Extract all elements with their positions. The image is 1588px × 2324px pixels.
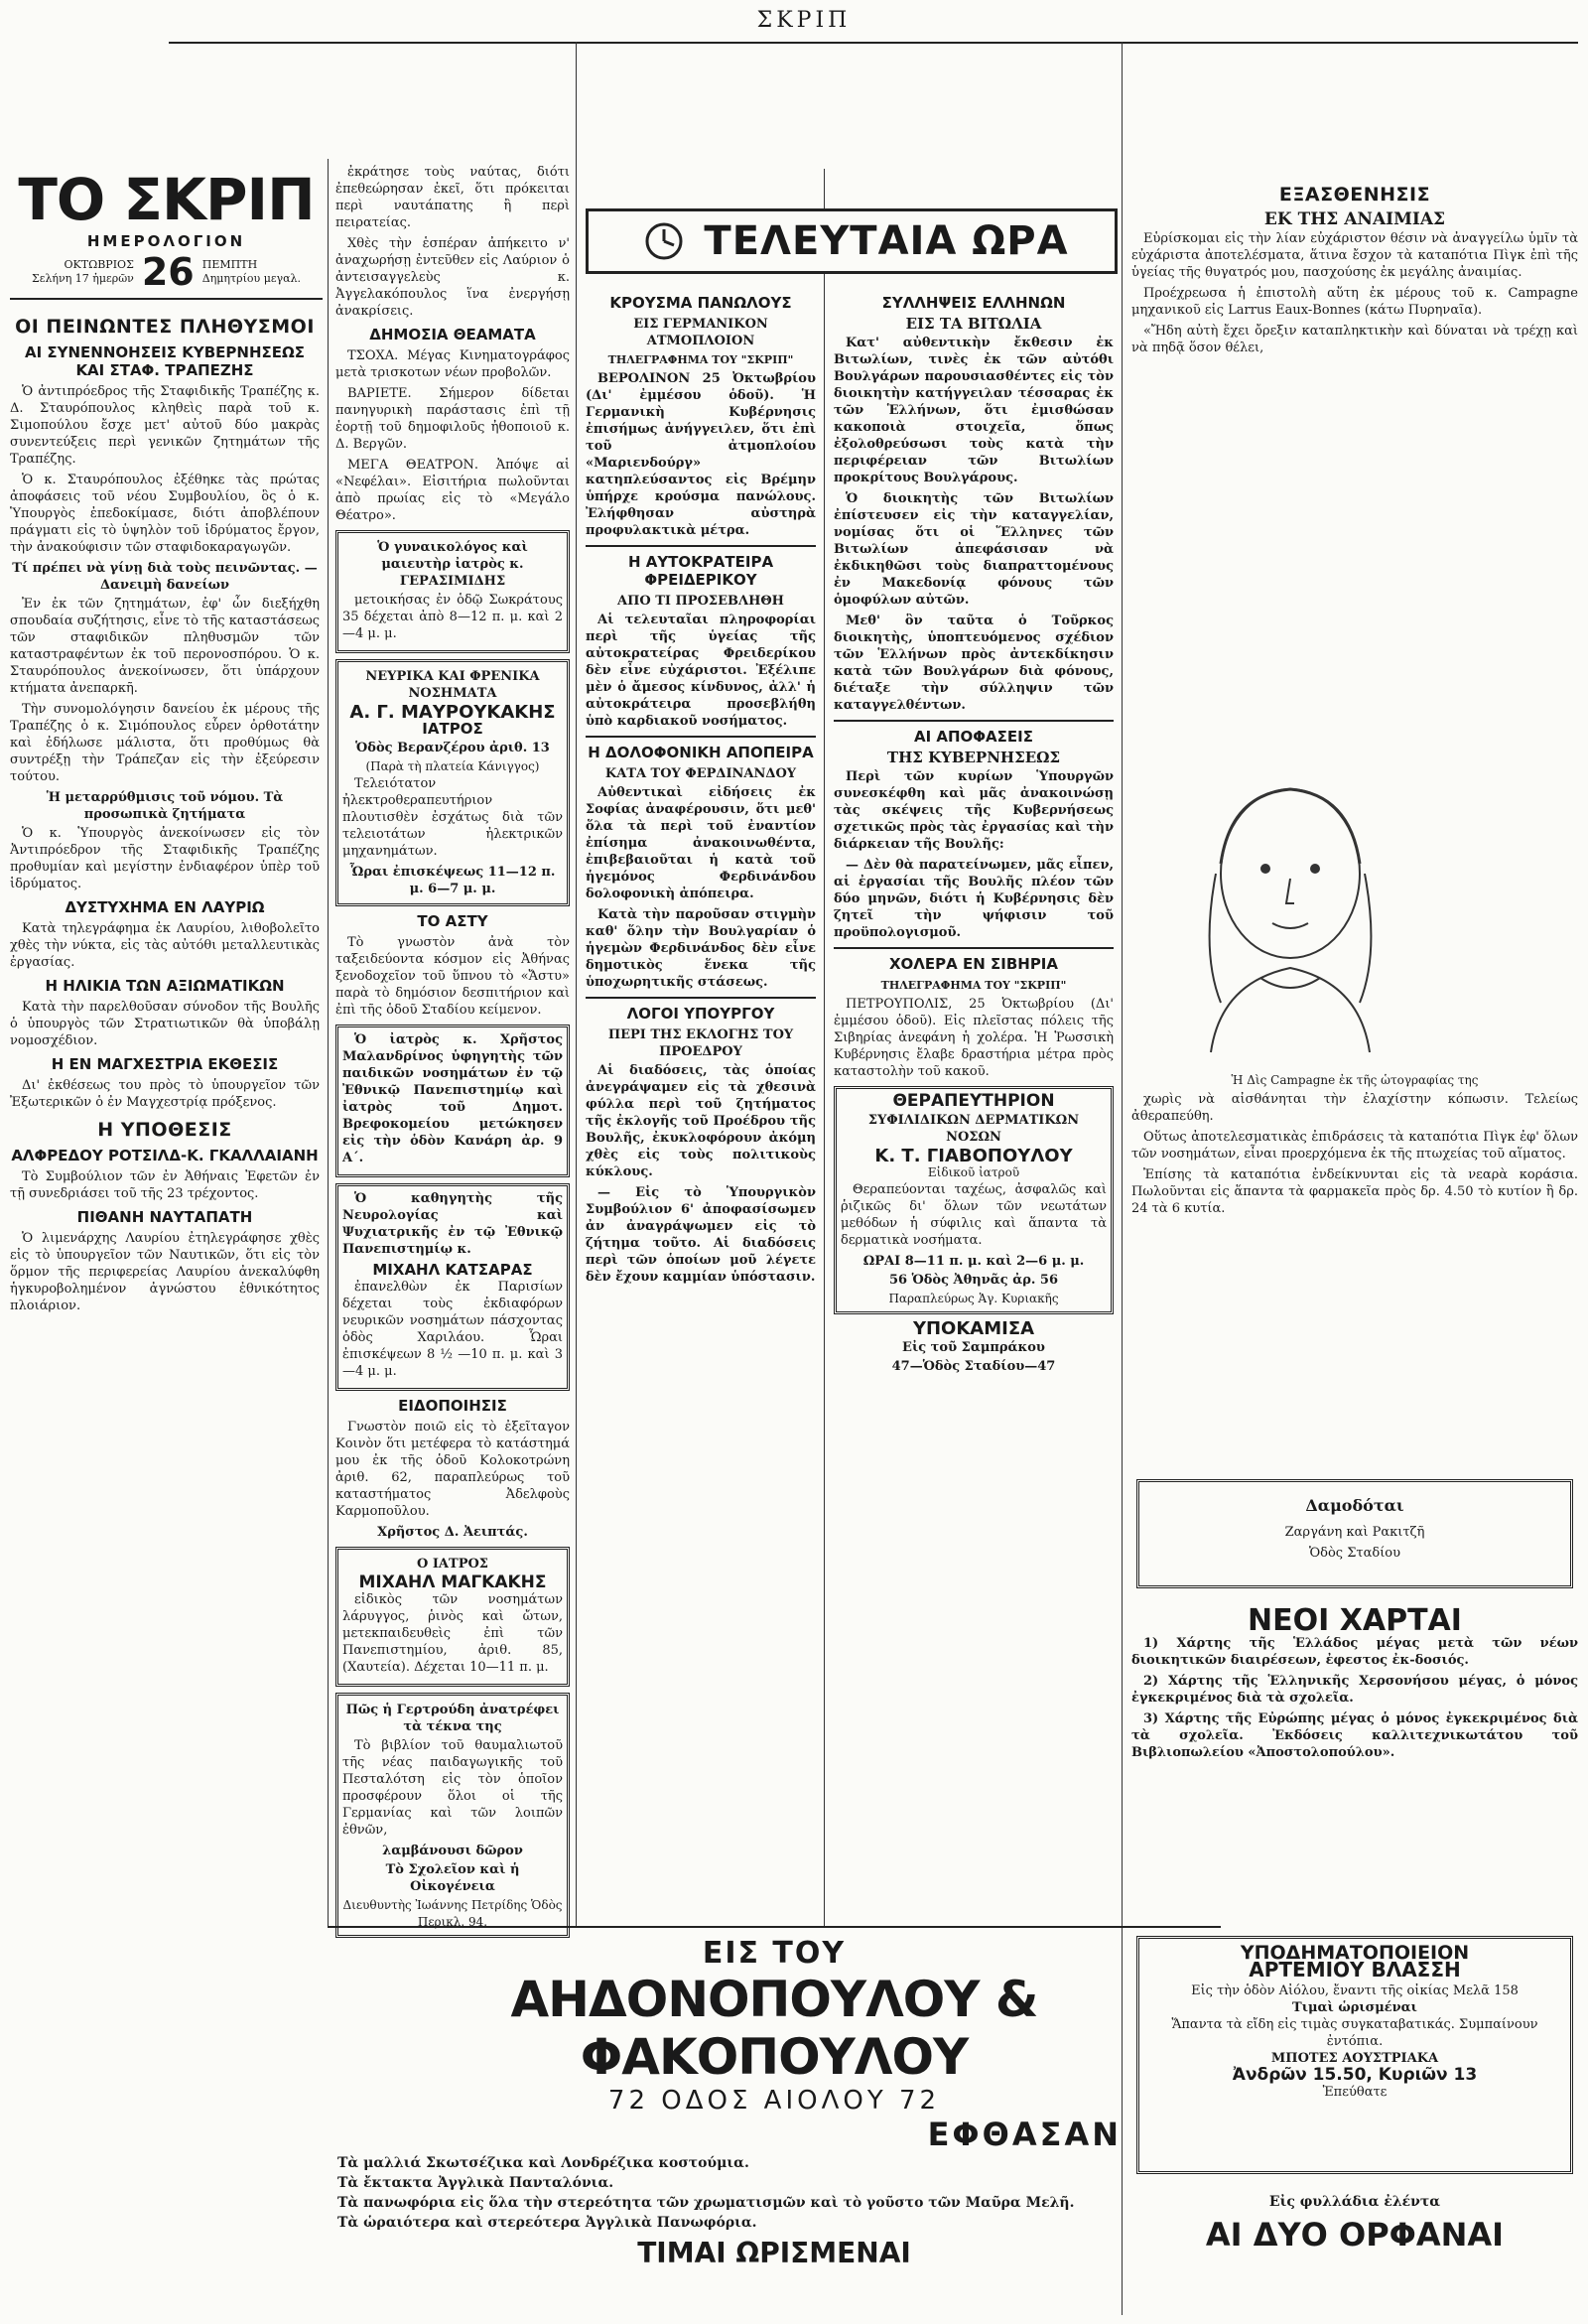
headline: ΑΙ ΣΥΝΕΝΝΟΗΣΕΙΣ ΚΥΒΕΡΝΗΣΕΩΣ ΚΑΙ ΣΤΑΦ. ΤΡΑΠΕΖΗΣ xyxy=(24,343,306,379)
headline: ΚΡΟΥΣΜΑ ΠΑΝΩΛΟΥΣ xyxy=(609,294,792,312)
ad-title: Ο ΙΑΤΡΟΣ xyxy=(417,1557,488,1572)
ad-box xyxy=(335,530,570,653)
ad-address: Ὁδὸς Σταδίου xyxy=(1308,1546,1401,1561)
section-rule xyxy=(586,997,816,999)
portrait-caption: Ἡ Δὶς Campagne ἐκ τῆς ὡτογραφίας της xyxy=(1231,1073,1479,1087)
headline: ΝΕΟΙ ΧΑΡΤΑΙ xyxy=(1248,1603,1462,1638)
subheading: ΤΗΣ ΚΥΒΕΡΝΗΣΕΩΣ xyxy=(886,749,1061,766)
ad-line: Τὰ πανωφόρια εἰς ὅλα τὴν στερεότητα τῶν χρωματισμῶν καὶ τὸ γοῦστο τῶν Μαῦρα Μελῆ. xyxy=(337,2195,1075,2211)
ad-line: Τὰ ἔκτακτα Ἀγγλικὰ Πανταλόνια. xyxy=(337,2175,614,2191)
subheading: ΚΑΤΑ ΤΟΥ ΦΕΡΔΙΝΑΝΔΟΥ xyxy=(604,766,797,781)
paragraph: ἐκράτησε τοὺς ναύτας, διότι ἐπεθεώρησαν ἐκεῖ, ὅτι πρόκειται περὶ ναυτάπατης ἢ περὶ πειρατείας. xyxy=(335,165,570,230)
last-hour-banner xyxy=(586,208,1118,274)
masthead-saint: Δημητρίου μεγαλ. xyxy=(201,272,302,285)
section-rule xyxy=(834,947,1114,949)
column-3 xyxy=(586,288,816,1921)
headline: Η ΑΥΤΟΚΡΑΤΕΙΡΑ ΦΡΕΙΔΕΡΙΚΟΥ xyxy=(627,553,774,589)
ad-box xyxy=(1136,1479,1573,1588)
paragraph: Κατὰ τηλεγράφημα ἐκ Λαυρίου, λιθοβολεῖτο χθὲς τὴν νύκτα, εἰς τὰς αὐτόθι μεταλλευτικὰς ἐργασίας. xyxy=(10,921,320,970)
subheading: ΠΕΡΙ ΤΗΣ ΕΚΛΟΓΗΣ ΤΟΥ ΠΡΟΕΔΡΟΥ xyxy=(607,1027,794,1059)
signature: Χρῆστος Δ. Ἀειπτάς. xyxy=(377,1525,528,1540)
ad-address: 56 Ὁδὸς Ἀθηνᾶς ἀρ. 56 xyxy=(888,1273,1058,1288)
ad-note: Ἅπαντα τὰ εἴδη εἰς τιμὰς συγκαταβατικάς. Συμπαίνουν ἐντόπια. xyxy=(1171,2017,1538,2049)
paragraph: ΤΣΟΧΑ. Μέγας Κινηματογράφος μετὰ τρισκοτων νέων προβολῶν. xyxy=(335,348,570,380)
headline: ΔΥΣΤΥΧΗΜΑ ΕΝ ΛΑΥΡΙΩ xyxy=(65,898,265,916)
subheading: ΕΚ ΤΗΣ ΑΝΑΙΜΙΑΣ xyxy=(1263,209,1446,229)
ad-title: Δαμοδόται xyxy=(1305,1496,1404,1515)
column-rule xyxy=(328,159,329,1926)
ad-subtitle: Ζαργάνη καὶ Ρακιτζῆ xyxy=(1284,1525,1425,1540)
paragraph: Μεθ' ὃν ταῦτα ὁ Τοῦρκος διοικητὴς, ὑποπτευόμενος σχέδιον τῶν Ἑλλήνων πρὸς ἀντεκδίκησιν κατὰ τῶν Βουλγάρων διὰ φόνους, διέταξε τὴν σύλληψιν τῶν καταγγελθέντων. xyxy=(834,614,1114,713)
paragraph: Ὁ κ. Σταυρόπουλος ἐξέθηκε τὰς πρώτας ἀποφάσεις τοῦ νέου Συμβουλίου, ὃς ὁ κ. Ὑπουργὸς ἐπεδοκίμασε, διότι ἀποβλέπουν πράγματι εἰς τὸ ὑψηλὸν τοῦ ἱδρύματος ἔργον, τὴν ἀνακούφισιν τῶν σταφιδοκαραγωγῶν. xyxy=(10,473,320,555)
ad-box xyxy=(335,659,570,906)
ad-box xyxy=(335,1025,570,1177)
masthead-subtitle: ΗΜΕΡΟΛΟΓΙΟΝ xyxy=(86,232,246,250)
ad-address: 72 ΟΔΟΣ ΑΙΟΛΟΥ 72 xyxy=(607,2086,941,2116)
paragraph: Ἐπίσης τὰ καταπότια ἐνδείκνυνται εἰς τὰ νεαρὰ κοράσια. Πωλοῦνται εἰς ἅπαντα τὰ φαρμακεῖα πρὸς δρ. 4.50 τὸ κυτίον ἢ δρ. 24 τὰ 6 κυτία. xyxy=(1131,1167,1578,1216)
headline: ΤΟ ΑΣΤΥ xyxy=(417,912,488,930)
ad-box xyxy=(834,1320,1114,1375)
headline: ΑΙ ΑΠΟΦΑΣΕΙΣ xyxy=(913,728,1033,746)
ad-arrived: ΕΦΘΑΣΑΝ xyxy=(927,2116,1122,2153)
column-rule xyxy=(824,169,825,1926)
paragraph: Τὴν συνομολόγησιν δανείου ἐκ μέρους τῆς Τραπέζης ὁ κ. Σιμόπουλος εὗρεν ὀρθοτάτην καὶ ἐδήλωσε μάλιστα, ὅτι προθύμως θὰ συντρέξῃ τὴν Τράπεζαν εἰς τὴν ἐξεύρεσιν τούτου. xyxy=(10,702,320,784)
ad-fixed-prices: ΤΙΜΑΙ ΩΡΙΣΜΕΝΑΙ xyxy=(637,2237,911,2269)
banner-title: ΤΕΛΕΥΤΑΙΑ ΩΡΑ xyxy=(704,218,1069,264)
ad-box xyxy=(335,1547,570,1687)
paragraph: χωρὶς νὰ αἰσθάνηται τὴν ἐλαχίστην κόπωσιν. Τελείως ἀθεραπεύθη. xyxy=(1131,1092,1578,1124)
ad-subtitle: Τιμαὶ ὡρισμέναι xyxy=(1292,2000,1417,2015)
paragraph: ΒΕΡΟΛΙΝΟΝ 25 Ὀκτωβρίου (Δι' ἐμμέσου ὁδοῦ). Ἡ Γερμανικὴ Κυβέρνησις ἐπισήμως ἀνήγγειλεν, ὅτι ἐπὶ τοῦ ἀτμοπλοίου «Μαριενδούργ» κατηπλεύσαντος εἰς Βρέμην ὑπήρχε κρούσμα πανώλους. Ἐλήφθησαν αὐστηρὰ προφυλακτικὰ μέτρα. xyxy=(586,371,816,538)
paragraph: 1) Χάρτης τῆς Ἑλλάδος μέγας μετὰ τῶν νέων διοικητικῶν διαιρέσεων, ἐφεστος ἐκ-δοσιός. xyxy=(1131,1636,1578,1668)
column-5-maps xyxy=(1131,1603,1578,1906)
paragraph: μετοικήσας ἐν ὁδῷ Σωκράτους 35 δέχεται ἀπὸ 8—12 π. μ. καὶ 2—4 μ. μ. xyxy=(342,593,563,641)
paragraph: Κατὰ τὴν παροῦσαν στιγμὴν καθ' ὅλην τὴν Βουλγαρίαν ὁ ἡγεμὼν Φερδινάνδος δὲν εἶνε δημοτικὸς ἕνεκα τῆς ὑποχωρητικῆς στάσεως. xyxy=(586,907,816,990)
paragraph: Ὁ λιμενάρχης Λαυρίου ἐτηλεγράφησε χθὲς εἰς τὸ ὑπουργεῖον τῶν Ναυτικῶν, ὅτι εἰς τὸν ὅρμον τῆς περιφερείας Λαυρίου ἀνεκαλύφθη ἡγκυροβολημένον ἀγνώστου ἐθνικότητος πλοιάριον. xyxy=(10,1231,320,1313)
ad-hours: Ὧραι ἐπισκέψεως 11—12 π. μ. 6—7 μ. μ. xyxy=(349,865,556,896)
paragraph: Τελειότατον ἠλεκτροθεραπευτήριον πλουτισθὲν ἐσχάτως διὰ τῶν τελειοτάτων ἠλεκτρικῶν μηχανημάτων. xyxy=(342,776,563,859)
paragraph: Οὕτως ἀποτελεσματικὰς ἐπιδράσεις τὰ καταπότια Πὶγκ ἐφ' ὅλων τῶν νοσημάτων, εἶναι προερχόμενα ἐκ τῆς πτωχείας τοῦ αἵματος. xyxy=(1131,1130,1578,1162)
ad-note: (Παρὰ τὴ πλατεία Κάνιγγος) xyxy=(365,759,540,773)
paragraph: ΜΕΓΑ ΘΕΑΤΡΟΝ. Ἀπόψε αἱ «Νεφέλαι». Εἰσιτήρια πωλοῦνται ἀπὸ πρωίας εἰς τὸ «Μεγάλο Θέατρο». xyxy=(335,458,570,523)
column-2 xyxy=(335,164,570,1929)
paragraph: Κατὰ τὴν παρελθοῦσαν σύνοδον τῆς Βουλῆς ὁ ὑπουργὸς τῶν Στρατιωτικῶν θὰ ὑποβάλῃ νομοσχέδιον. xyxy=(10,1000,320,1048)
ad-title: ΝΕΥΡΙΚΑ ΚΑΙ ΦΡΕΝΙΚΑ ΝΟΣΗΜΑΤΑ xyxy=(365,669,540,701)
masthead-title: ΤΟ ΣΚΡΙΠ xyxy=(18,166,315,233)
section-rule xyxy=(586,545,816,547)
paragraph: ΠΕΤΡΟΥΠΟΛΙΣ, 25 Ὀκτωβρίου (Δι' ἐμμέσου ὁδοῦ). Εἰς πλεῖστας πόλεις τῆς Σιβηρίας ἀνεφάνη ἡ χολέρα. Ἡ Ῥωσσικὴ Κυβέρνησις ἔλαβε δραστήρια μέτρα πρὸς καταστολὴν τοῦ κακοῦ. xyxy=(834,997,1114,1079)
ad-subtitle: ΙΑΤΡΟΣ xyxy=(422,720,483,738)
ad-box xyxy=(335,1693,570,1938)
paragraph: Περὶ τῶν κυρίων Ὑπουργῶν συνεσκέφθη καὶ μᾶς ἀνακοινώσῃ τὰς σκέψεις τῆς Κυβερνήσεως σχετικῶς πρὸς τὰς ἐργασίας καὶ τὴν διάρκειαν τῆς Βουλῆς: xyxy=(834,769,1114,852)
subheading: ΑΠΟ ΤΙ ΠΡΟΣΕΒΛΗΘΗ xyxy=(617,594,784,609)
paragraph: Προέχρεωσα ἡ ἐπιστολὴ αὕτη ἐκ μέρους τοῦ κ. Campagne μηχανικοῦ εἰς Larrus Eaux-Bonnes (κάτω Πυρηναῖα). xyxy=(1131,286,1578,318)
portrait-illustration xyxy=(1151,754,1429,1052)
paragraph: — Εἰς τὸ Ὑπουργικὸν Συμβούλιον 6' ἀποφασίσωμεν ἀν ἀναγράψωμεν εἰς τὸ ζήτημα τοῦτο. Αἱ διαδόσεις περὶ τῶν ὁποίων μοῦ λέγετε δὲν ἔχουν καμμίαν ὑπόστασιν. xyxy=(586,1185,816,1285)
ad-price: Ἀνδρῶν 15.50, Κυριῶν 13 xyxy=(1232,2065,1478,2085)
paragraph: Δι' ἐκθέσεως του πρὸς τὸ ὑπουργεῖον τῶν Ἐξωτερικῶν ὁ ἐν Μαγχεστρίᾳ πρόξενος. xyxy=(10,1078,320,1110)
headline: Η ΕΝ ΜΑΓΧΕΣΤΡΙΑ ΕΚΘΕΣΙΣ xyxy=(51,1055,279,1073)
section-rule xyxy=(586,736,816,738)
headline: ΛΟΓΟΙ ΥΠΟΥΡΓΟΥ xyxy=(626,1005,775,1023)
headline: ΟΙ ΠΕΙΝΩΝΤΕΣ ΠΛΗΘΥΣΜΟΙ xyxy=(15,316,315,338)
subheading: ΕΙΣ ΤΑ ΒΙΤΩΛΙΑ xyxy=(905,315,1042,333)
ad-store-name: ΑΗΔΟΝΟΠΟΥΛΟΥ & ΦΑΚΟΠΟΥΛΟΥ xyxy=(510,1971,1038,2086)
masthead-moon: Σελήνη 17 ἡμερῶν xyxy=(31,272,134,285)
masthead-month: ΟΚΤΩΒΡΙΟΣ xyxy=(64,258,134,271)
subheading: ΕΙΣ ΓΕΡΜΑΝΙΚΟΝ ΑΤΜΟΠΛΟΙΟΝ xyxy=(633,317,768,348)
ad-note: Εἰδικοῦ ἰατροῦ xyxy=(927,1165,1020,1179)
headline: Η ΔΟΛΟΦΟΝΙΚΗ ΑΠΟΠΕΙΡΑ xyxy=(588,744,814,761)
paragraph: Κατ' αὐθεντικὴν ἔκθεσιν ἐκ Βιτωλίων, τινὲς ἐκ τῶν αὐτόθι Βουλγάρων παρουσιασθέντες εἰς τὸν διοικητὴν κατήγγειλαν τέσσαρας ἐκ τῶν Ἑλλήνων, ὅτι ἐμισθώσαν κακοποιὰ στοιχεῖα, ὅπως ἐξολοθρεύσωσι τοὺς κατὰ τὴν περιφέρειαν τῶν Βιτωλίων προκρίτους Βουλγάρους. xyxy=(834,336,1114,485)
ad-subtitle: ΜΠΟΤΕΣ ΑΟΥΣΤΡΙΑΚΑ xyxy=(1270,2051,1439,2066)
headline: Η ΗΛΙΚΙΑ ΤΩΝ ΑΞΙΩΜΑΤΙΚΩΝ xyxy=(45,977,285,995)
telegram-label: ΤΗΛΕΓΡΑΦΗΜΑ ΤΟΥ "ΣΚΡΙΠ" xyxy=(607,353,794,366)
column-5-top xyxy=(1131,184,1578,750)
telegram-label: ΤΗΛΕΓΡΑΦΗΜΑ ΤΟΥ "ΣΚΡΙΠ" xyxy=(880,979,1067,992)
paragraph: Ὁ καθηγητὴς τῆς Νευρολογίας καὶ Ψυχιατρικῆς ἐν τῷ Ἐθνικῷ Πανεπιστημίῳ κ. xyxy=(342,1191,563,1257)
masthead-rule xyxy=(10,298,323,300)
column-4 xyxy=(834,288,1114,1921)
ad-subtitle: λαμβάνουσι δῶρον xyxy=(382,1844,523,1858)
ad-hours: ΩΡΑΙ 8—11 π. μ. καὶ 2—6 μ. μ. xyxy=(862,1254,1085,1269)
paragraph: Τὸ γνωστὸν ἀνὰ τὸν ταξειδεύοντα κόσμον εἰς Ἀθήνας ξενοδοχεῖον τοῦ ὕπνου τὸ «Ἄστυ» παρὰ τὸ δημόσιον δεσπιτήριον καὶ ἐπὶ τῆς ὁδοῦ Σταδίου κείμενον. xyxy=(335,935,570,1018)
headline: ΣΥΛΛΗΨΕΙΣ ΕΛΛΗΝΩΝ xyxy=(881,294,1066,312)
ad-address: Εἰς τὴν ὁδὸν Αἰόλου, ἔναντι τῆς οἰκίας Μελᾶ 158 xyxy=(1191,1983,1519,1998)
paragraph: 2) Χάρτης τῆς Ἑλληνικῆς Χερσονήσου μέγας, ὁ μόνος ἐγκεκριμένος διὰ τὰ σχολεῖα. xyxy=(1131,1674,1578,1706)
section-rule xyxy=(834,720,1114,722)
headline: ΠΙΘΑΝΗ ΝΑΥΤΑΠΑΤΗ xyxy=(76,1208,253,1226)
ad-box xyxy=(834,1086,1114,1314)
paragraph: εἰδικὸς τῶν νοσημάτων λάρυγγος, ῥινὸς καὶ ὤτων, μετεκπαιδευθεὶς ἐπὶ τῶν Πανεπιστημίου, ἀριθ. 85, (Χαυτεία). Δέχεται 10—11 π. μ. xyxy=(342,1592,563,1675)
ad-address: Ὁδὸς Βερανζέρου ἀριθ. 13 xyxy=(355,741,550,755)
paragraph: Θεραπεύονται ταχέως, ἀσφαλῶς καὶ ῥιζικῶς δι' ὅλων τῶν νεωτάτων μεθόδων ἡ σύφιλις καὶ ἅπαντα τὰ δερματικὰ νοσήματα. xyxy=(841,1182,1107,1248)
ad-title: ΥΠΟΚΑΜΙΣΑ xyxy=(912,1318,1035,1339)
ad-subtitle: Εἰς φυλλάδια ἐλέντα xyxy=(1268,2194,1441,2210)
ad-name: Κ. Τ. ΓΙΑΒΟΠΟΥΛΟΥ xyxy=(874,1146,1073,1166)
paragraph: Γνωστὸν ποιῶ εἰς τὸ ἐξεῖταγον Κοινὸν ὅτι μετέφερα τὸ κατάστημά μου ἐκ τῆς ὁδοῦ Κολοκοτρώνη ἀριθ. 62, παραπλεύρως τοῦ καταστήματος Ἀδελφοὺς Καρμοποῦλου. xyxy=(335,1420,570,1519)
paragraph: Ὁ κ. Ὑπουργὸς ἀνεκοίνωσεν εἰς τὸν Ἀντιπρόεδρον τῆς Σταφιδικῆς Τραπέζης προθυμίαν καὶ μεγίστην ἐνδιαφέρον ὑπὲρ τοῦ ἱδρύματος. xyxy=(10,826,320,891)
paragraph: Χθὲς τὴν ἑσπέραν ἀπήκειτο ν' ἀναχωρήσῃ ἐντεῦθεν εἰς Λαύριον ὁ ἀντεισαγγελεὺς κ. Ἀγγελακόπουλος ἵνα ἐνεργήσῃ ἀνακρίσεις. xyxy=(335,236,570,319)
headline: ΕΞΑΣΘΕΝΗΣΙΣ xyxy=(1278,184,1431,205)
bottom-advertisement xyxy=(328,1926,1221,2269)
ad-note: Παραπλεύρως Ἁγ. Κυριακῆς xyxy=(888,1292,1059,1305)
ad-title: ΑΙ ΔΥΟ ΟΡΦΑΝΑΙ xyxy=(1205,2216,1505,2254)
paragraph: «Ἤδη αὐτὴ ἔχει ὄρεξιν καταπληκτικὴν καὶ δύναται νὰ τρέχῃ καὶ νὰ πηδᾷ ὅσον θέλει, xyxy=(1131,324,1578,355)
paragraph: Αἱ τελευταῖαι πληροφορίαι περὶ τῆς ὑγείας τῆς αὐτοκρατείρας Φρειδερίκου δὲν εἶνε εὐχάριστοι. Ἐξέλιπε μὲν ὁ ἄμεσος κίνδυνος, ἀλλ' ἡ αὐτοκράτειρα προσεβλήθη ὑπὸ καρδιακοῦ νοσήματος. xyxy=(586,613,816,729)
paragraph: Εὑρίσκομαι εἰς τὴν λίαν εὐχάριστον θέσιν νὰ ἀναγγείλω ὑμῖν τὰ εὐχάριστα ἀποτελέσματα, ἅτινα ἔσχον τὰ καταπότια Πὶγκ ἐπὶ τῆς ὑγείας τῆς θυγατρός μου, πασχούσης ἐκ μεγάλης ἀναιμίας. xyxy=(1131,231,1578,280)
ad-note: Διευθυντὴς Ἰωάννης Πετρίδης Ὁδὸς Περικλ. 94. xyxy=(342,1898,563,1929)
ad-title: Ὁ γυναικολόγος καὶ μαιευτὴρ ἰατρὸς κ. ΓΕΡΑΣΙΜΙΔΗΣ xyxy=(377,540,528,589)
headline: ΑΛΦΡΕΔΟΥ ΡΟΤΣΙΛΔ-Κ. ΓΚΑΛΛΑΙΑΝΗ xyxy=(11,1147,319,1164)
ad-line: Τὰ ὡραιότερα καὶ στερεότερα Ἀγγλικὰ Πανωφόρια. xyxy=(337,2215,757,2231)
ad-name: Α. Γ. ΜΑΥΡΟΥΚΑΚΗΣ xyxy=(349,702,556,723)
subheading: Ἡ μεταρρύθμισις τοῦ νόμου. Τὰ προσωπικὰ ζητήματα xyxy=(46,790,284,822)
ad-title: ΥΠΟΔΗΜΑΤΟΠΟΙΕΙΟΝ xyxy=(1240,1942,1470,1964)
ad-box xyxy=(335,1183,570,1391)
ad-subtitle: Εἰς τοῦ Σαμπράκου xyxy=(902,1340,1045,1355)
headline: ΕΙΔΟΠΟΙΗΣΙΣ xyxy=(398,1397,507,1415)
headline: ΧΟΛΕΡΑ ΕΝ ΣΙΒΗΡΙΑ xyxy=(888,955,1059,973)
paragraph: Ὁ ἰατρὸς κ. Χρῆστος Μαλανδρίνος ὑφηγητὴς τῶν παιδικῶν νοσημάτων ἐν τῷ Ἐθνικῷ Πανεπιστημίῳ καὶ ἰατρὸς τοῦ Δημοτ. Βρεφοκομείου μετώκησεν εἰς τὴν ὁδὸν Κανάρη ἀρ. 9 Α΄. xyxy=(342,1032,563,1165)
masthead-day: 26 xyxy=(141,250,195,294)
masthead-weekday: ΠΕΜΠΤΗ xyxy=(201,258,258,271)
paragraph: ἐπανελθὼν ἐκ Παρισίων δέχεται τοὺς ἐκδιαφόρων νευρικῶν νοσημάτων πάσχοντας ὁδὸς Χαριλάου. Ὧραι ἐπισκέψεων 8 ½ —10 π. μ. καὶ 3—4 μ. μ. xyxy=(342,1280,563,1379)
ad-note: Ἐπεύθατε xyxy=(1322,2085,1388,2100)
ad-title: Πῶς ἡ Γερτρούδη ἀνατρέφει τὰ τέκνα της xyxy=(345,1703,560,1734)
headline: ΔΗΜΟΣΙΑ ΘΕΑΜΑΤΑ xyxy=(369,326,536,343)
ad-line: Τὰ μαλλιά Σκωτσέζικα καὶ Λονδρέζικα κοστούμια. xyxy=(337,2155,749,2171)
clock-icon xyxy=(634,221,694,261)
ad-line: ΕΙΣ ΤΟΥ xyxy=(702,1936,847,1971)
paragraph: ΒΑΡΙΕΤΕ. Σήμερον δίδεται πανηγυρικὴ παράστασις ἐπὶ τῇ ἑορτῇ τοῦ δημοφιλοῦς ἠθοποιοῦ κ. Δ. Βεργῶν. xyxy=(335,386,570,452)
ad-title: ΘΕΡΑΠΕΥΤΗΡΙΟΝ xyxy=(892,1091,1055,1111)
paragraph: Αὐθεντικαὶ εἰδήσεις ἐκ Σοφίας ἀναφέρουσιν, ὅτι μεθ' ὅλα τὰ περὶ τοῦ ἐναντίον ἐπίσημα ἀνακοινωθέντα, ἐπιβεβαιοῦται ἡ κατὰ τοῦ ἡγεμόνος Φερδινάνδου δολοφονικὴ ἀπόπειρα. xyxy=(586,785,816,901)
paragraph: Αἱ διαδόσεις, τὰς ὁποίας ἀνεγράψαμεν εἰς τὰ χθεσινὰ φύλλα περὶ τοῦ ζητήματος τῆς ἐκλογῆς τοῦ Προέδρου τῆς Βουλῆς, ἐκυκλοφόρουν ἀκόμη χθὲς εἰς τοὺς πολιτικοὺς κύκλους. xyxy=(586,1063,816,1179)
paragraph: Ὁ διοικητὴς τῶν Βιτωλίων ἐπίστευσεν εἰς τὴν καταγγελίαν, νομίσας ὅτι οἱ Ἕλληνες τῶν Βιτωλίων ἀπεφάσισαν νὰ ἐκδικηθῶσι τοὺς διαπραττομένους ἐν Μακεδονίᾳ φόνους τῶν ὁμοφύλων αὐτῶν. xyxy=(834,491,1114,608)
ad-subtitle: ΣΥΦΙΛΙΔΙΚΩΝ ΔΕΡΜΑΤΙΚΩΝ ΝΟΣΩΝ xyxy=(867,1113,1080,1145)
paragraph: — Δὲν θὰ παρατείνωμεν, μᾶς εἶπεν, αἱ ἐργασίαι τῆς Βουλῆς πλέον τῶν δύο μηνῶν, διότι ἡ Κυβέρνησις δὲν ζητεῖ τὴν ψήφισιν τοῦ προϋπολογισμοῦ. xyxy=(834,858,1114,940)
ad-name: ΜΙΧΑΗΛ ΚΑΤΣΑΡΑΣ xyxy=(372,1261,533,1279)
paragraph: 3) Χάρτης τῆς Εὐρώπης μέγας ὁ μόνος ἐγκεκριμένος διὰ τὰ σχολεῖα. Ἐκδόσεις καλλιτεχνικωτάτου τοῦ Βιβλιοπωλείου «Ἀποστολοπούλου». xyxy=(1131,1711,1578,1760)
ad-name: ΜΙΧΑΗΛ ΜΑΓΚΑΚΗΣ xyxy=(358,1572,547,1592)
header-rule xyxy=(169,42,1578,44)
masthead xyxy=(10,166,323,306)
column-1 xyxy=(10,308,320,1946)
ad-subtitle: Τὸ Σχολεῖον καὶ ἡ Οἰκογένεια xyxy=(385,1862,520,1894)
paragraph: Ἐν ἐκ τῶν ζητημάτων, ἐφ' ὧν διεξήχθη σπουδαία συζήτησις, εἶνε τὸ τῆς καταστάσεως τῶν σταφιδικῶν πληθυσμῶν τῶν καταστραφέντων ἐκ τοῦ περονοσπόρου. Ὁ κ. Σταυρόπουλος ἀνεκοίνωσεν, ὅτι ὑπάρχουν κτήματα ἀνεπαρκῆ. xyxy=(10,597,320,696)
ad-address: 47—Ὁδὸς Σταδίου—47 xyxy=(891,1359,1056,1374)
page-header: ΣΚΡΙΠ xyxy=(756,8,852,33)
column-rule xyxy=(576,42,577,1926)
paragraph: Τὸ Συμβούλιον τῶν ἐν Ἀθήναις Ἐφετῶν ἐν τῇ συνεδριάσει τοῦ τῆς 23 τρέχοντος. xyxy=(10,1169,320,1201)
paragraph: Τὸ βιβλίον τοῦ θαυμαλιωτοῦ τῆς νέας παιδαγωγικῆς τοῦ Πεσταλότση εἰς τὸν ὁποῖον προσφέρουν ὅλοι οἱ τῆς Γερμανίας καὶ τῶν λοιπῶν ἐθνῶν, xyxy=(342,1738,563,1838)
ad-name: ΑΡΤΕΜΙΟΥ ΒΛΑΣΣΗ xyxy=(1249,1958,1461,1982)
paragraph: Ὁ ἀντιπρόεδρος τῆς Σταφιδικῆς Τραπέζης κ. Δ. Σταυρόπουλος κληθεὶς παρὰ τοῦ κ. Σιμοπούλου ἔσχε μετ' αὐτοῦ δύο μακρὰς συνεντεύξεις περὶ γενικῶν ζητημάτων τῆς Τραπέζης. xyxy=(10,384,320,467)
subheading: Τί πρέπει νὰ γίνῃ διὰ τοὺς πεινῶντας. — Δανειμὴ δανείων xyxy=(12,561,318,593)
headline: Η ΥΠΟΘΕΣΙΣ xyxy=(97,1119,232,1141)
